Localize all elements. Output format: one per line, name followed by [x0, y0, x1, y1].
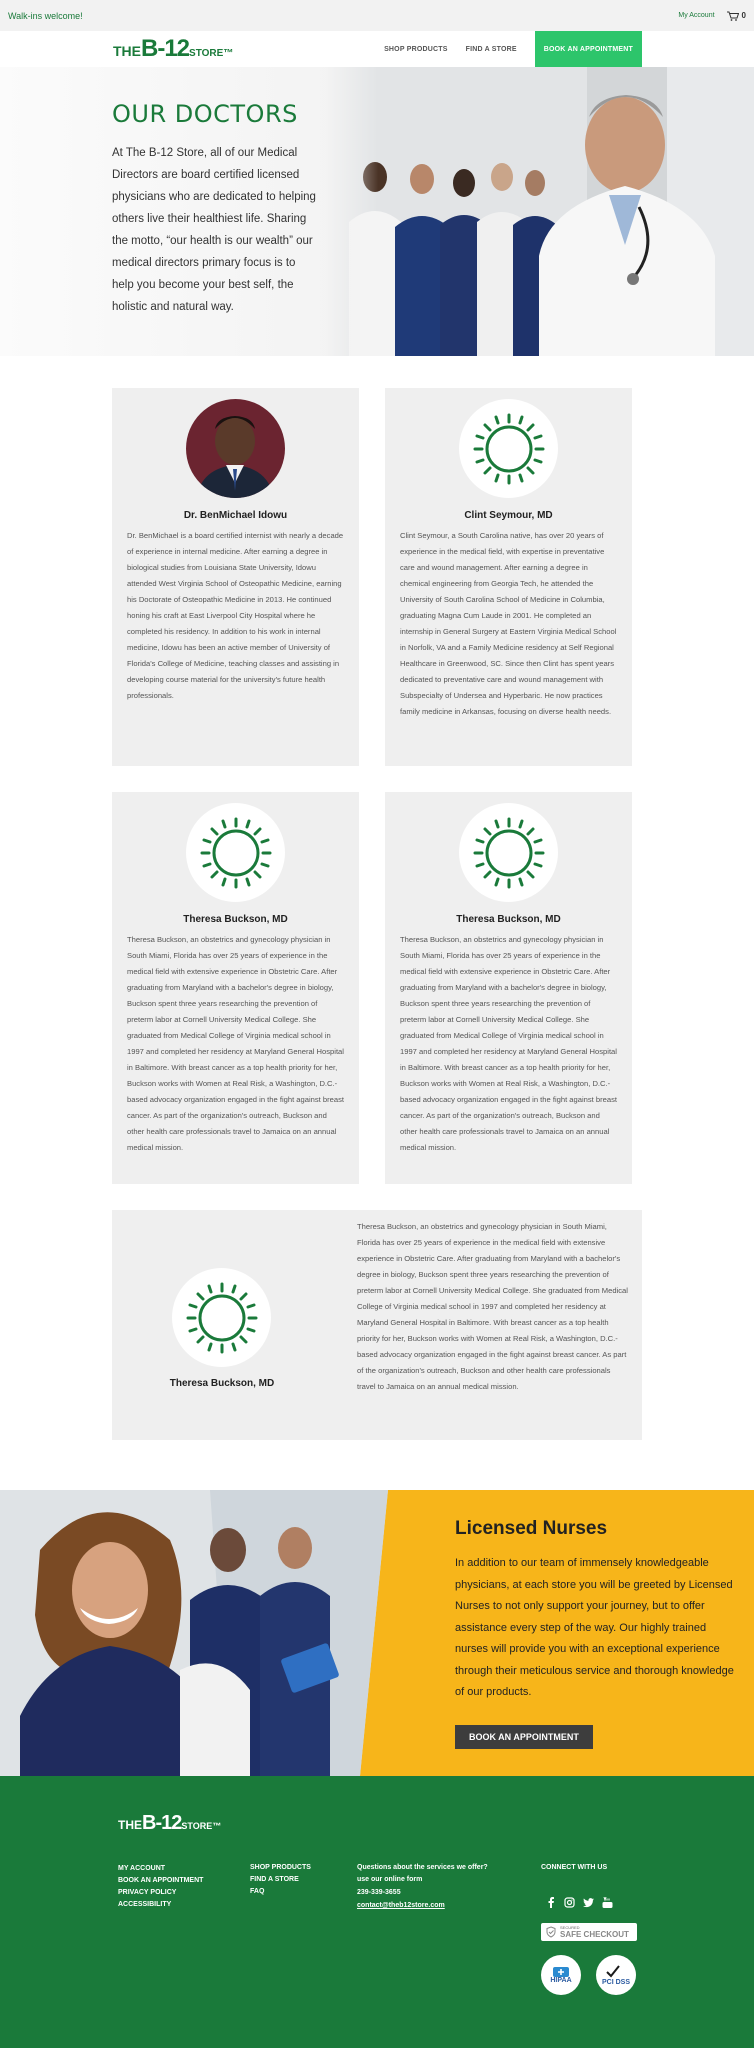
cart-count: 0 — [741, 11, 746, 20]
safe-checkout-small: SECURED — [560, 1924, 580, 1930]
logo-tm: ™ — [212, 1821, 222, 1831]
footer-online-form-link[interactable]: use our online form — [357, 1876, 423, 1883]
footer-link-accessibility[interactable]: ACCESSIBILITY — [118, 1901, 172, 1908]
nav-book-appointment-button[interactable]: BOOK AN APPOINTMENT — [535, 31, 642, 67]
footer-links-account — [118, 1865, 203, 1913]
pci-check-icon — [604, 1965, 628, 1979]
doctor-bio: Theresa Buckson, an obstetrics and gynecology physician in South Miami, Florida has over 25 years of experience in the medical field with extensive experience in Obstetric Care. After graduating from Maryland with a bachelor's degree in biology, Buckson spent three years researching the prevention of preterm labor at Cornell University Medical College. She graduated from Medical College of Virginia medical school in 1997 and completed her residency at Maryland General Hospital in Baltimore. With breast cancer as a top health priority for her, Buckson works with Women at Real Risk, a Washington, D.C.-based advocacy organization engaged in the fight against breast cancer. As part of the organization's outreach, Buckson and other health care professionals travel to Jamaica on an annual medical mission. — [127, 935, 344, 1152]
youtube-icon[interactable] — [602, 1897, 613, 1908]
doctor-avatar-placeholder — [459, 399, 558, 498]
shield-check-icon — [545, 1926, 557, 1938]
nurses-photo — [0, 1490, 400, 1776]
doctor-card — [385, 388, 632, 766]
hero-paragraph: At The B-12 Store, all of our Medical Directors are board certified licensed physicians who are dedicated to helping others live their healthiest life. Sharing the motto, “our health is our wealth” our medical directors primary focus is to help you become your best self, the holistic and natural way. — [112, 147, 316, 313]
doctor-avatar — [186, 399, 285, 498]
doctor-name: Theresa Buckson, MD — [169, 1378, 275, 1389]
doctor-avatar-placeholder — [186, 803, 285, 902]
footer-question: Questions about the services we offer? — [357, 1864, 488, 1871]
site-footer — [0, 1776, 754, 2048]
sun-placeholder-icon — [469, 813, 549, 893]
doctor-name: Theresa Buckson, MD — [183, 914, 288, 925]
hero-section — [0, 67, 754, 356]
doctors-group-photo — [327, 67, 754, 356]
footer-link-privacy-policy[interactable]: PRIVACY POLICY — [118, 1889, 177, 1896]
site-logo[interactable] — [113, 35, 233, 63]
top-bar-right — [678, 11, 746, 21]
doctor-card-wide — [112, 1210, 642, 1440]
book-appointment-button[interactable]: BOOK AN APPOINTMENT — [455, 1725, 593, 1749]
footer-phone[interactable]: 239-339-3655 — [357, 1889, 401, 1896]
footer-links-shop — [250, 1864, 311, 1900]
main-nav — [384, 31, 642, 67]
twitter-icon[interactable] — [583, 1897, 594, 1908]
footer-email[interactable]: contact@theb12store.com — [357, 1902, 445, 1909]
walkins-text: Walk-ins welcome! — [8, 10, 83, 21]
footer-link-my-account[interactable]: MY ACCOUNT — [118, 1865, 166, 1872]
doctor-name: Dr. BenMichael Idowu — [183, 510, 288, 521]
facebook-icon[interactable] — [545, 1897, 556, 1908]
logo-the: THE — [113, 43, 141, 59]
my-account-link[interactable]: My Account — [678, 12, 715, 19]
doctor-name: Theresa Buckson, MD — [456, 914, 561, 925]
nurses-title: Licensed Nurses — [455, 1518, 608, 1539]
doctor-bio: Theresa Buckson, an obstetrics and gynecology physician in South Miami, Florida has over 25 years of experience in the medical field with extensive experience in Obstetric Care. After graduating from Maryland with a bachelor's degree in biology, Buckson spent three years researching the prevention of preterm labor at Cornell University Medical College. She graduated from Medical College of Virginia medical school in 1997 and completed her residency at Maryland General Hospital in Baltimore. With breast cancer as a top health priority for her, Buckson works with Women at Real Risk, a Washington, D.C.-based advocacy organization engaged in the fight against breast cancer. As part of the organization's outreach, Buckson and other health care professionals travel to Jamaica on an annual medical mission. — [357, 1222, 628, 1391]
logo-store: STORE — [181, 1821, 213, 1831]
social-links — [545, 1897, 613, 1908]
doctor-name: Clint Seymour, MD — [464, 510, 553, 521]
footer-contact — [357, 1864, 488, 1915]
doctors-section — [0, 388, 754, 1440]
logo-the: THE — [118, 1818, 142, 1832]
footer-link-book-appointment[interactable]: BOOK AN APPOINTMENT — [118, 1877, 204, 1884]
nurses-text — [455, 1518, 740, 1749]
footer-link-find-store[interactable]: FIND A STORE — [250, 1876, 299, 1883]
doctor-bio: Theresa Buckson, an obstetrics and gynecology physician in South Miami, Florida has over 25 years of experience in the medical field with extensive experience in Obstetric Care. After graduating from Maryland with a bachelor's degree in biology, Buckson spent three years researching the prevention of preterm labor at Cornell University Medical College. She graduated from Medical College of Virginia medical school in 1997 and completed her residency at Maryland General Hospital in Baltimore. With breast cancer as a top health priority for her, Buckson works with Women at Real Risk, a Washington, D.C.-based advocacy organization engaged in the fight against breast cancer. As part of the organization's outreach, Buckson and other health care professionals travel to Jamaica on an annual medical mission. — [400, 935, 617, 1152]
hipaa-badge — [541, 1955, 581, 1995]
safe-checkout-badge — [541, 1923, 637, 1941]
logo-b12: B-12 — [141, 35, 190, 62]
safe-checkout-text: SAFE CHECKOUT — [560, 1929, 629, 1939]
sun-placeholder-icon — [182, 1278, 262, 1358]
doctor-photo — [186, 399, 285, 498]
nav-shop-products[interactable]: SHOP PRODUCTS — [384, 45, 448, 53]
nurses-paragraph: In addition to our team of immensely knowledgeable physicians, at each store you will be greeted by Licensed Nurses to not only support your journey, but to offer assistance every step of the way. Our highly trained nurses will provide you with an exceptional experience through their meticulous service and thorough knowledge of our products. — [455, 1557, 734, 1698]
sun-placeholder-icon — [469, 409, 549, 489]
doctor-card — [385, 792, 632, 1184]
hero-text — [112, 100, 317, 318]
doctor-avatar-placeholder — [172, 1268, 271, 1367]
medical-cross-icon — [553, 1967, 569, 1977]
doctor-card — [112, 792, 359, 1184]
footer-link-faq[interactable]: FAQ — [250, 1888, 265, 1895]
doctor-card — [112, 388, 359, 766]
footer-logo[interactable] — [118, 1812, 221, 1835]
footer-link-shop-products[interactable]: SHOP PRODUCTS — [250, 1864, 311, 1871]
cart-button[interactable] — [727, 11, 746, 21]
hipaa-text: HIPAA — [550, 1976, 572, 1984]
top-bar — [0, 0, 754, 31]
doctor-bio: Dr. BenMichael is a board certified internist with nearly a decade of experience in internal medicine. After earning a degree in biological studies from Louisiana State University, Idowu attended West Virginia School of Osteopathic Medicine, earning his Doctorate of Osteopathic Medicine in 2013. He continued honing his craft at East Liverpool City Hospital where he completed his residency. In addition to his work in internal medicine, Idowu has been an active member of University of Florida's College of Medicine, teaching classes and assisting in developing course material for the university's future health professionals. — [127, 531, 344, 700]
sun-placeholder-icon — [196, 813, 276, 893]
nav-find-store[interactable]: FIND A STORE — [465, 45, 517, 53]
pci-dss-badge — [596, 1955, 636, 1995]
instagram-icon[interactable] — [564, 1897, 575, 1908]
footer-connect-heading: CONNECT WITH US — [541, 1864, 608, 1871]
logo-store: STORE — [189, 48, 224, 59]
cart-icon — [727, 11, 739, 21]
nurses-section — [0, 1490, 754, 1776]
logo-b12: B-12 — [142, 1812, 182, 1834]
pci-text: PCI DSS — [601, 1978, 630, 1986]
site-header — [0, 31, 754, 67]
doctor-avatar-placeholder — [459, 803, 558, 902]
page-title: OUR DOCTORS — [112, 100, 298, 128]
logo-tm: ™ — [223, 48, 234, 59]
doctor-bio: Clint Seymour, a South Carolina native, has over 20 years of experience in the medical field, with expertise in preventative care and wound management. After earning a degree in chemical engineering from Georgia Tech, he attended the University of South Carolina School of Medicine in Columbia, graduating Magna Cum Laude in 2001. He completed an internship in General Surgery at Eastern Virginia Medical School in Norfolk, VA and a Family Medicine residency at Self Regional Healthcare in Greenwood, SC. Since then Clint has spent years dedicated to preventative care and wound management with Subspecialty of Undersea and Hyperbaric. He now practices family medicine in Arkansas, focusing on diverse health needs. — [400, 531, 617, 716]
